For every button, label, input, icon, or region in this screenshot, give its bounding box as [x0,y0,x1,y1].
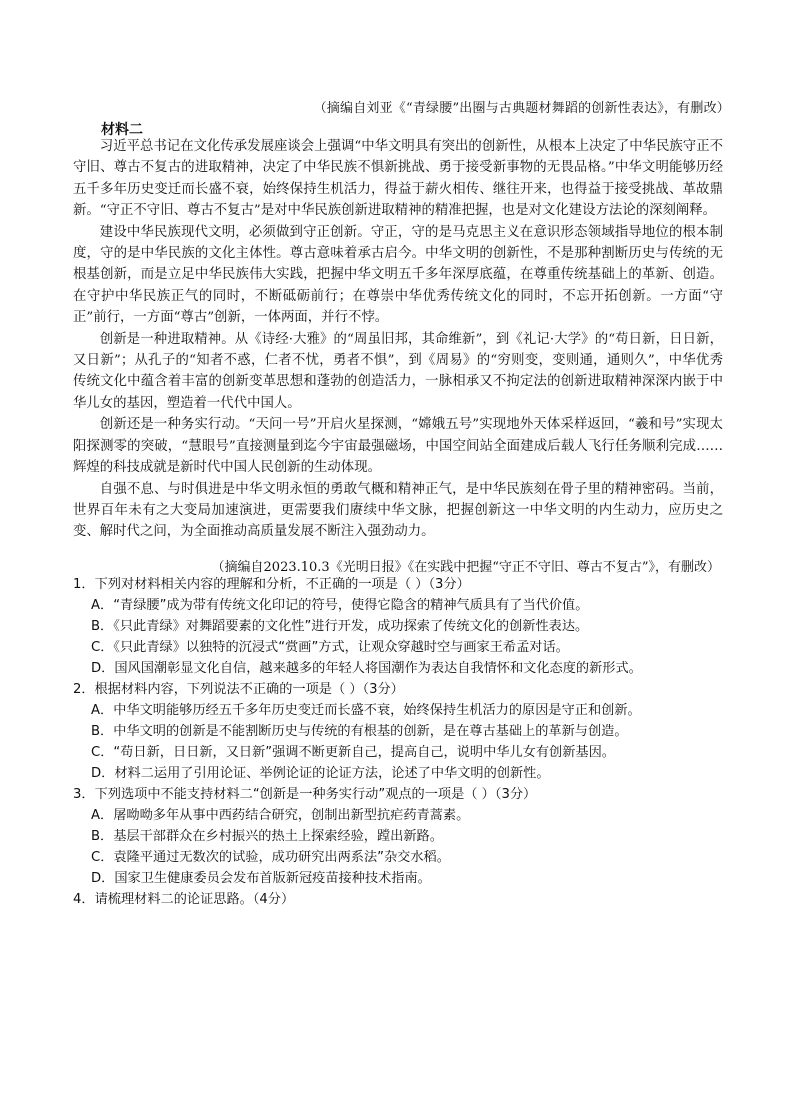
question-stem: 2．根据材料内容，下列说法不正确的一项是（ ）（3分） [73,682,404,697]
question-stem: 1．下列对材料相关内容的理解和分析，不正确的一项是（ ）（3分） [73,577,470,592]
source-citation-2: （摘编自2023.10.3《光明日报》《在实践中把握“守正不守旧、尊古不复古”》，有删改） [211,560,720,575]
questions-section [73,574,733,910]
question-2 [73,679,733,784]
option-d: D．国家卫生健康委员会发布首版新冠疫苗接种技术指南。 [91,871,431,886]
paragraph: 建设中华民族现代文明，必须做到守正创新。守正，守的是马克思主义在意识形态领域指导地位的根本制度，守的是中华民族的文化主体性。尊古意味着承古启今。中华文明的创新性，不是那种割断历史与传统的无根基创新，而是立足中华民族伟大实践，把握中华文明五千多年深厚底蕴，在尊重传统基础上的革新、创造。在守护中华民族正气的同时，不断砥砺前行；在尊崇中华优秀传统文化的同时，不忘开拓创新。一方面“守正”前行，一方面“尊古”创新，一体两面，并行不悖。 [73,224,723,326]
option-a: A．“青绿腰”成为带有传统文化印记的符号，使得它隐含的精神气质具有了当代价值。 [91,598,589,613]
paragraph: 习近平总书记在文化传承发展座谈会上强调“中华文明具有突出的创新性，从根本上决定了中华民族守正不守旧、尊古不复古的进取精神，决定了中华民族不惧新挑战、勇于接受新事物的无畏品格。”中华文明能够历经五千多年历史变迁而长盛不衰，始终保持生机活力，得益于薪火相传、继往开来，也得益于接受挑战、革故鼎新。“守正不守旧、尊古不复古”是对中华民族创新进取精神的精准把握，也是对文化建设方法论的深刻阐释。 [73,139,723,219]
option-c: C．《只此青绿》以独特的沉浸式“赏画”方式，让观众穿越时空与画家王希孟对话。 [91,640,569,655]
question-stem: 3．下列选项中不能支持材料二“创新是一种务实行动”观点的一项是（ ）（3分） [73,787,537,802]
option-a: A．中华文明能够历经五千多年历史变迁而长盛不衰，始终保持生机活力的原因是守正和创新。 [91,703,641,718]
option-c: C．“苟日新，日日新，又日新”强调不断更新自己，提高自己，说明中华儿女有创新基因。 [91,745,615,760]
material-body [73,136,723,543]
paragraph: 创新是一种进取精神。从《诗经·大雅》的“周虽旧邦，其命维新”，到《礼记·大学》的“苟日新，日日新，又日新”；从孔子的“知者不惑，仁者不忧，勇者不惧”，到《周易》的“穷则变，变则通，通则久”，中华优秀传统文化中蕴含着丰富的创新变革思想和蓬勃的创造活力，一脉相承又不拘定法的创新进取精神深深内嵌于中华儿女的基因，塑造着一代代中国人。 [73,331,723,411]
option-c: C．袁隆平通过无数次的试验，成功研究出两系法”杂交水稻。 [91,850,450,865]
paragraph: 创新还是一种务实行动。“天问一号”开启火星探测，“嫦娥五号”实现地外天体采样返回，“羲和号”实现太阳探测零的突破，“慧眼号”直接测量到迄今宇宙最强磁场，中国空间站全面建成后载人飞行任务顺利完成……辉煌的科技成就是新时代中国人民创新的生动体现。 [73,417,723,476]
question-3 [73,784,733,889]
option-b: B．中华文明的创新是不能割断历史与传统的有根基的创新，是在尊古基础上的革新与创造。 [91,724,628,739]
option-a: A．屠呦呦多年从事中西药结合研究，创制出新型抗疟药青蒿素。 [91,808,470,823]
question-1 [73,574,733,679]
option-d: D．材料二运用了引用论证、举例论证的论证方法，论述了中华文明的创新性。 [91,766,550,781]
source-citation-1: （摘编自刘亚《“青绿腰”出圈与古典题材舞蹈的创新性表达》，有删改） [313,101,730,116]
question-4: 4．请梳理材料二的论证思路。（4分） [73,892,295,907]
option-d: D．国风国潮彰显文化自信，越来越多的年轻人将国潮作为表达自我情怀和文化态度的新形式。 [91,661,642,676]
material-title: 材料二 [101,122,143,138]
option-b: B．基层干部群众在乡村振兴的热土上探索经验，蹚出新路。 [91,829,443,844]
paragraph: 自强不息、与时俱进是中华文明永恒的勇敢气概和精神正气，是中华民族刻在骨子里的精神密码。当前，世界百年未有之大变局加速演进，更需要我们赓续中华文脉，把握创新这一中华文明的内生动力，应历史之变、解时代之问，为全面推动高质量发展不断注入强劲动力。 [73,481,723,540]
option-b: B．《只此青绿》对舞蹈要素的文化性”进行开发，成功探索了传统文化的创新性表达。 [91,619,589,634]
